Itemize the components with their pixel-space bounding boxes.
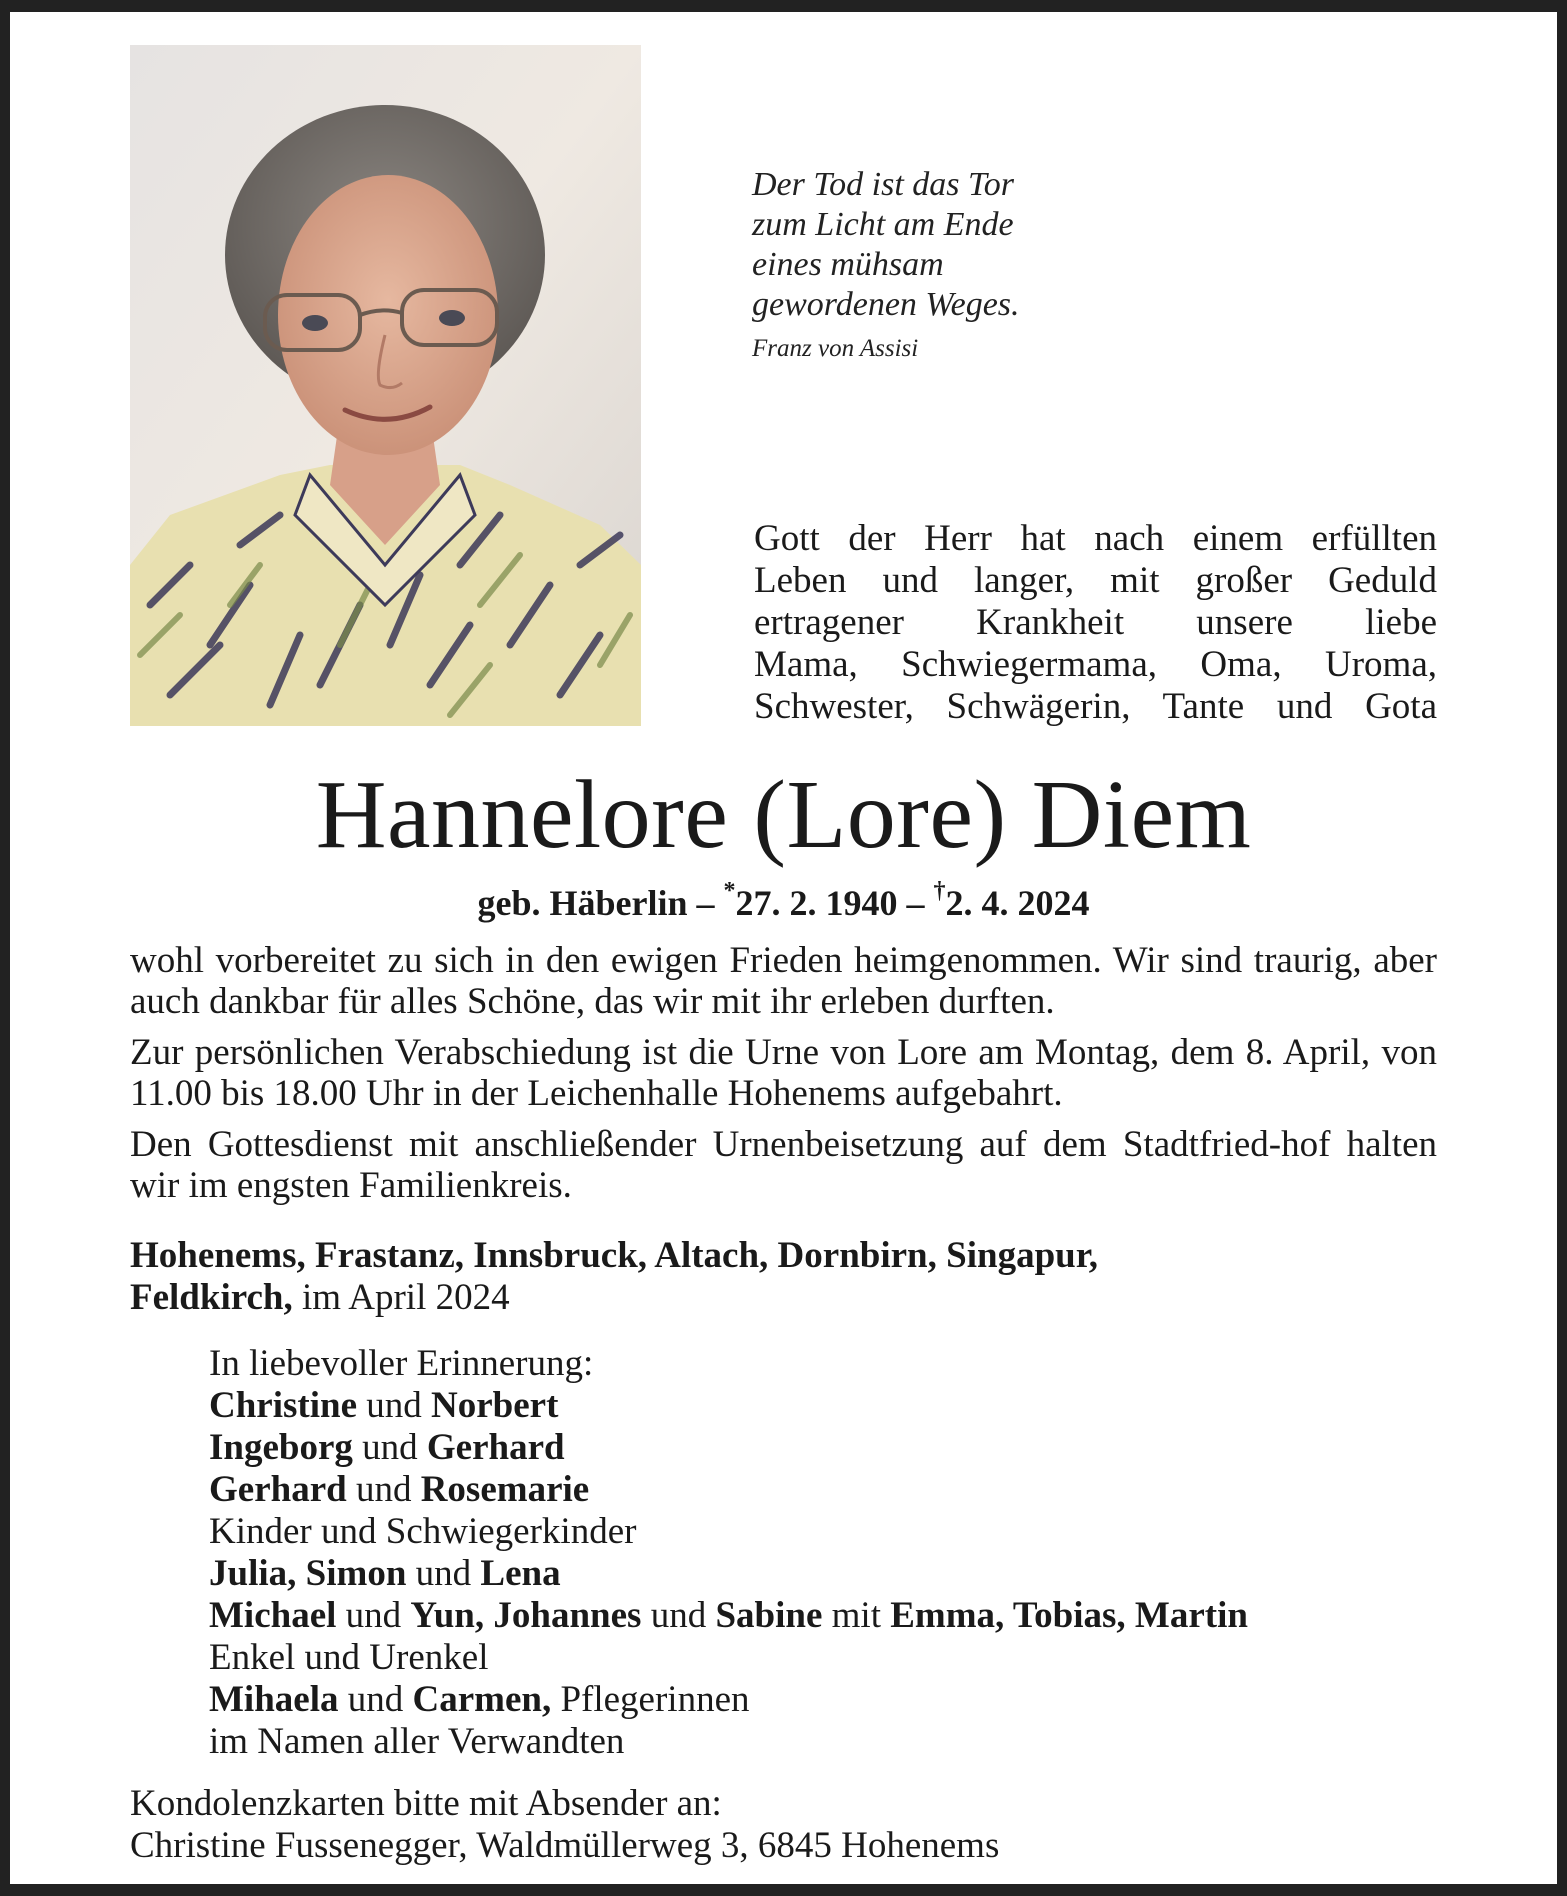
conjunction: und xyxy=(362,1427,418,1468)
family-row xyxy=(209,1679,1449,1721)
intro-line: ertragener Krankheit unsere liebe xyxy=(754,602,1437,643)
conjunction: und xyxy=(345,1595,402,1636)
conjunction: und xyxy=(650,1595,707,1636)
quote-line: Der Tod ist das Tor xyxy=(752,166,1015,203)
body-paragraph: Zur persönlichen Verabschiedung ist die Urne von Lore am Montag, dem 8. April, von 11.00 bis 18.00 Uhr in der Leichenhalle Hohenems aufgebahrt. xyxy=(130,1032,1437,1114)
family-name: Gerhard xyxy=(426,1427,565,1468)
places-date xyxy=(130,1235,1437,1319)
family-name: Lena xyxy=(480,1553,561,1594)
announcement-body xyxy=(130,940,1437,1216)
family-name: Sabine xyxy=(715,1595,823,1636)
conjunction: und xyxy=(347,1679,404,1720)
family-row xyxy=(209,1595,1449,1637)
family-list xyxy=(209,1343,1449,1763)
quote-attribution: Franz von Assisi xyxy=(752,335,919,362)
places-line: Hohenems, Frastanz, Innsbruck, Altach, Dornbirn, Singapur, xyxy=(130,1235,1098,1276)
family-row xyxy=(209,1385,1449,1427)
intro-line: Mama, Schwiegermama, Oma, Uroma, xyxy=(754,644,1437,685)
conjunction: und xyxy=(415,1553,472,1594)
birth-symbol: * xyxy=(723,878,736,904)
family-name: Yun, Johannes xyxy=(410,1595,642,1636)
intro-text xyxy=(754,518,1437,728)
conjunction: und xyxy=(355,1469,412,1510)
quote-line: zum Licht am Ende xyxy=(752,206,1014,243)
condolence-address xyxy=(130,1783,1437,1867)
birth-death-line xyxy=(0,873,1567,925)
family-name: Norbert xyxy=(431,1385,559,1426)
intro-line: Gott der Herr hat nach einem erfüllten xyxy=(754,518,1437,559)
quote-line: gewordenen Weges. xyxy=(752,286,1020,323)
family-row xyxy=(209,1469,1449,1511)
family-name: Mihaela xyxy=(209,1679,339,1720)
family-heading: In liebevoller Erinnerung: xyxy=(209,1343,594,1384)
quote-line: eines mühsam xyxy=(752,246,944,283)
family-name: Rosemarie xyxy=(420,1469,590,1510)
intro-line: Schwester, Schwägerin, Tante und Gota xyxy=(754,686,1437,727)
carers-role: Pflegerinnen xyxy=(560,1679,750,1720)
footer-line: Kondolenzkarten bitte mit Absender an: xyxy=(130,1783,722,1824)
family-name: Christine xyxy=(209,1385,357,1426)
deceased-name: Hannelore (Lore) Diem xyxy=(315,761,1252,869)
family-label: Enkel und Urenkel xyxy=(209,1637,489,1678)
death-symbol: † xyxy=(933,878,946,904)
portrait-photo xyxy=(130,45,641,726)
death-date: 2. 4. 2024 xyxy=(945,883,1090,923)
family-name: Michael xyxy=(209,1595,337,1636)
birth-name: geb. Häberlin xyxy=(477,883,688,923)
family-label: im Namen aller Verwandten xyxy=(209,1721,625,1762)
dash: – xyxy=(696,883,715,923)
birth-date: 27. 2. 1940 xyxy=(735,883,898,923)
footer-line: Christine Fussenegger, Waldmüllerweg 3, 6845 Hohenems xyxy=(130,1825,1000,1866)
places-line: Feldkirch, xyxy=(130,1277,293,1318)
family-name: Ingeborg xyxy=(209,1427,353,1468)
family-name: Julia, Simon xyxy=(209,1553,407,1594)
conjunction: und xyxy=(366,1385,422,1426)
dash: – xyxy=(906,883,925,923)
body-paragraph: wohl vorbereitet zu sich in den ewigen Frieden heimgenommen. Wir sind traurig, aber auch dankbar für alles Schöne, das wir mit ihr erleben durften. xyxy=(130,940,1437,1022)
body-paragraph: Den Gottesdienst mit anschließender Urnenbeisetzung auf dem Stadtfried-hof halten wir im engsten Familienkreis. xyxy=(130,1124,1437,1206)
date-text: im April 2024 xyxy=(302,1277,510,1318)
family-name: Gerhard xyxy=(209,1469,347,1510)
family-name: Emma, Tobias, Martin xyxy=(890,1595,1248,1636)
quote-block xyxy=(752,165,1452,369)
family-row xyxy=(209,1553,1449,1595)
conjunction: mit xyxy=(831,1595,881,1636)
intro-line: Leben und langer, mit großer Geduld xyxy=(754,560,1437,601)
family-label: Kinder und Schwiegerkinder xyxy=(209,1511,637,1552)
family-row xyxy=(209,1427,1449,1469)
family-name: Carmen, xyxy=(412,1679,552,1720)
